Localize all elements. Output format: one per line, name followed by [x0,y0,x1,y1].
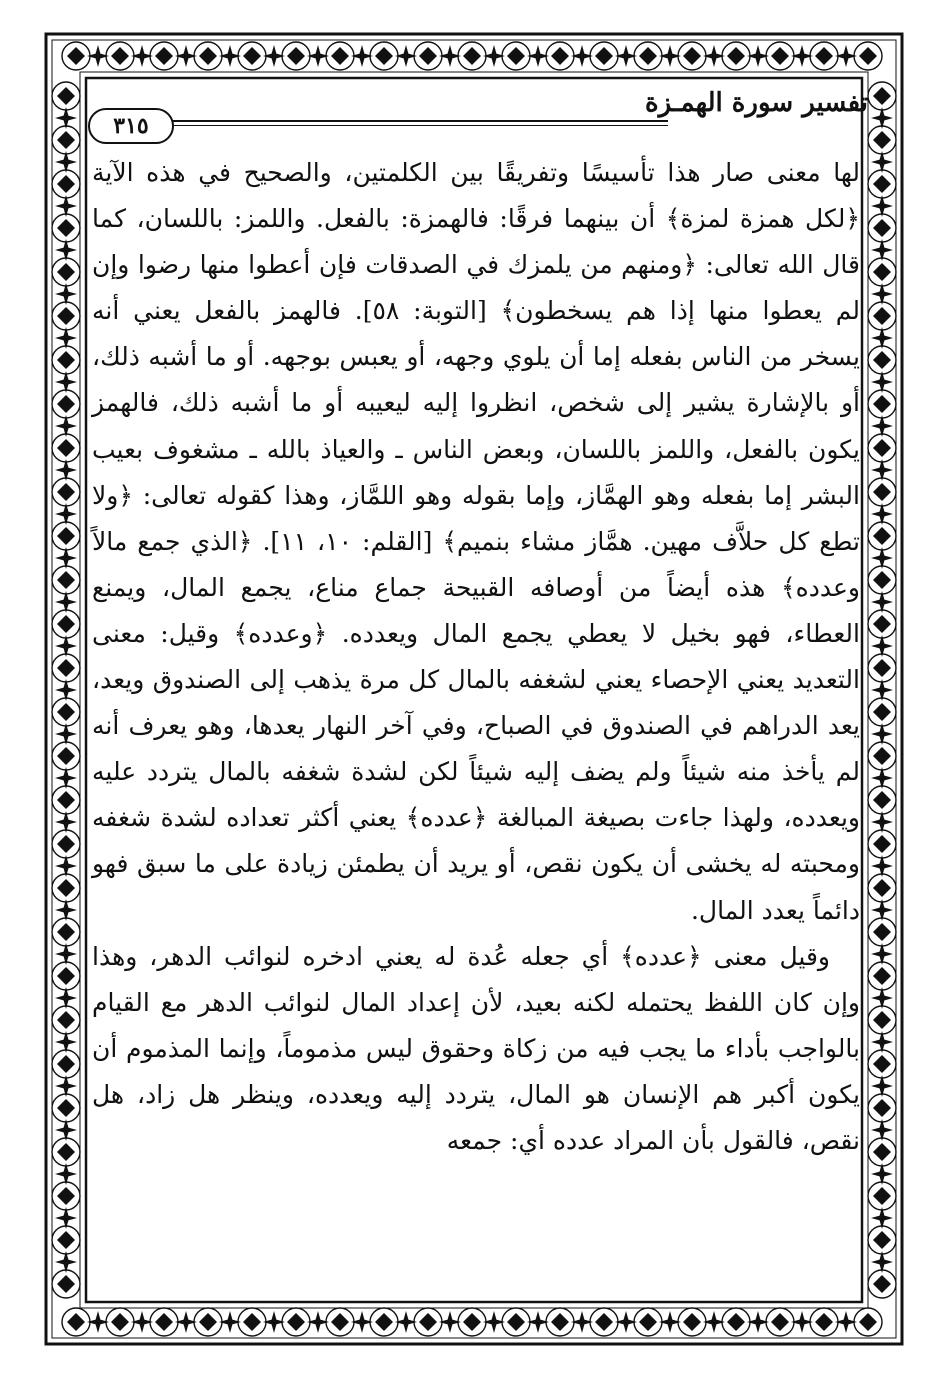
diamond-ornament-icon [57,87,75,105]
diamond-ornament-icon [199,1313,217,1331]
diamond-ornament-icon [57,835,75,853]
diamond-ornament-icon [287,47,305,65]
diamond-ornament-icon [873,747,891,765]
border-ornaments-left [52,82,80,1298]
border-ornaments-bottom [62,1308,882,1336]
diamond-ornament-icon [57,1143,75,1161]
diamond-ornament-icon [375,1313,393,1331]
diamond-ornament-icon [57,923,75,941]
diamond-ornament-icon [57,967,75,985]
paragraph: وقيل معنى ﴿عدده﴾ أي جعله عُدة له يعني ادخره لنوائب الدهر، وهذا وإن كان اللفظ يحتمله لكنه بعيد، لأن إعداد المال لنوائب الدهر مع القيام بالواجب بأداء ما يجب فيه من زكاة وحقوق ليس مذموماً، وإنما المذموم أن يكون أكبر هم الإنسان هو المال، يتردد إليه ويعدده، وينظر هل زاد، هل نقص، فالقول بأن المراد عدده أي: جمعه [92,941,860,1155]
diamond-ornament-icon [57,615,75,633]
diamond-ornament-icon [507,1313,525,1331]
diamond-ornament-icon [419,47,437,65]
diamond-ornament-icon [859,1313,877,1331]
diamond-ornament-icon [683,47,701,65]
running-title: تفسير سورة الهمـزة [644,88,868,118]
diamond-ornament-icon [463,1313,481,1331]
diamond-ornament-icon [507,47,525,65]
diamond-ornament-icon [57,747,75,765]
diamond-ornament-icon [57,1231,75,1249]
diamond-ornament-icon [57,1099,75,1117]
diamond-ornament-icon [57,1275,75,1293]
diamond-ornament-icon [873,439,891,457]
diamond-ornament-icon [683,1313,701,1331]
page-body [92,150,860,1164]
diamond-ornament-icon [287,1313,305,1331]
diamond-ornament-icon [873,263,891,281]
diamond-ornament-icon [57,175,75,193]
diamond-ornament-icon [57,703,75,721]
diamond-ornament-icon [67,47,85,65]
diamond-ornament-icon [873,835,891,853]
diamond-ornament-icon [57,1055,75,1073]
diamond-ornament-icon [873,1187,891,1205]
diamond-ornament-icon [463,47,481,65]
border-ornaments-right [868,82,896,1298]
diamond-ornament-icon [57,351,75,369]
diamond-ornament-icon [873,175,891,193]
diamond-ornament-icon [873,615,891,633]
diamond-ornament-icon [639,1313,657,1331]
paragraph: لها معنى صار هذا تأسيسًا وتفريقًا بين الكلمتين، والصحيح في هذه الآية ﴿لكل همزة لمزة﴾ أن بينهما فرقًا: فالهمزة: بالفعل. واللمز: باللسان، كما قال الله تعالى: ﴿ومنهم من يلمزك في الصدقات فإن أعطوا منها رضوا وإن لم يعطوا منها إذا هم يسخطون﴾ [التوبة: ٥٨]. فالهمز بالفعل يعني أنه يسخر من الناس بفعله إما أن يلوي وجهه، أو يعبس بوجهه. أو ما أشبه ذلك، أو بالإشارة يشير إلى شخص، انظروا إليه ليعيبه أو ما أشبه ذلك، فالهمز يكون بالفعل، واللمز باللسان، وبعض الناس ـ والعياذ بالله ـ مشغوف بعيب البشر إما بفعله وهو الهمَّاز، وإما بقوله وهو اللمَّاز، وهذا كقوله تعالى: ﴿ولا تطع كل حلاَّف مهين. همَّاز مشاء بنميم﴾ [القلم: ١٠، ١١]. ﴿الذي جمع مالاً وعدده﴾ هذه أيضاً من أوصافه القبيحة جماع مناع، يجمع المال، ويمنع العطاء، فهو بخيل لا يعطي يجمع المال ويعدده. ﴿وعدده﴾ وقيل: معنى التعديد يعني الإحصاء يعني لشغفه بالمال كل مرة يذهب إلى الصندوق ويعد، يعد الدراهم في الصندوق في الصباح، وفي آخر النهار يعدها، وهو يعرف أنه لم يأخذ منه شيئاً ولم يضف إليه شيئاً لكن لشدة شغفه بالمال يتردد عليه ويعدده، ولهذا جاءت بصيغة المبالغة ﴿عدده﴾ يعني أكثر تعداده لشدة شغفه ومحبته له يخشى أن يكون نقص، أو يريد أن يطمئن زيادة على ما سبق فهو دائماً يعدد المال. [92,158,861,925]
diamond-ornament-icon [873,219,891,237]
diamond-ornament-icon [873,1099,891,1117]
diamond-ornament-icon [873,395,891,413]
diamond-ornament-icon [57,263,75,281]
diamond-ornament-icon [57,527,75,545]
diamond-ornament-icon [727,1313,745,1331]
diamond-ornament-icon [595,47,613,65]
diamond-ornament-icon [57,395,75,413]
diamond-ornament-icon [57,571,75,589]
diamond-ornament-icon [155,1313,173,1331]
diamond-ornament-icon [771,1313,789,1331]
diamond-ornament-icon [873,703,891,721]
page-number: ٣١٥ [88,108,174,144]
diamond-ornament-icon [57,659,75,677]
diamond-ornament-icon [67,1313,85,1331]
diamond-ornament-icon [873,791,891,809]
diamond-ornament-icon [243,47,261,65]
diamond-ornament-icon [873,1143,891,1161]
diamond-ornament-icon [873,527,891,545]
diamond-ornament-icon [551,1313,569,1331]
diamond-ornament-icon [57,307,75,325]
diamond-ornament-icon [873,1231,891,1249]
diamond-ornament-icon [873,483,891,501]
diamond-ornament-icon [551,47,569,65]
diamond-ornament-icon [873,1275,891,1293]
diamond-ornament-icon [419,1313,437,1331]
diamond-ornament-icon [57,879,75,897]
diamond-ornament-icon [331,47,349,65]
diamond-ornament-icon [727,47,745,65]
diamond-ornament-icon [873,879,891,897]
diamond-ornament-icon [595,1313,613,1331]
diamond-ornament-icon [199,47,217,65]
diamond-ornament-icon [57,1187,75,1205]
diamond-ornament-icon [57,219,75,237]
diamond-ornament-icon [873,967,891,985]
page-header [88,86,868,142]
diamond-ornament-icon [873,659,891,677]
diamond-ornament-icon [639,47,657,65]
diamond-ornament-icon [873,87,891,105]
diamond-ornament-icon [873,571,891,589]
diamond-ornament-icon [155,47,173,65]
diamond-ornament-icon [57,791,75,809]
diamond-ornament-icon [57,439,75,457]
diamond-ornament-icon [815,1313,833,1331]
diamond-ornament-icon [375,47,393,65]
header-rule [168,120,668,122]
diamond-ornament-icon [815,47,833,65]
diamond-ornament-icon [873,307,891,325]
diamond-ornament-icon [57,483,75,501]
diamond-ornament-icon [243,1313,261,1331]
diamond-ornament-icon [873,131,891,149]
diamond-ornament-icon [57,1011,75,1029]
diamond-ornament-icon [111,1313,129,1331]
diamond-ornament-icon [873,1011,891,1029]
diamond-ornament-icon [57,131,75,149]
border-ornaments-top [62,42,882,70]
diamond-ornament-icon [873,1055,891,1073]
diamond-ornament-icon [771,47,789,65]
header-rule-thin [168,125,668,126]
diamond-ornament-icon [873,923,891,941]
diamond-ornament-icon [859,47,877,65]
diamond-ornament-icon [331,1313,349,1331]
diamond-ornament-icon [111,47,129,65]
diamond-ornament-icon [873,351,891,369]
